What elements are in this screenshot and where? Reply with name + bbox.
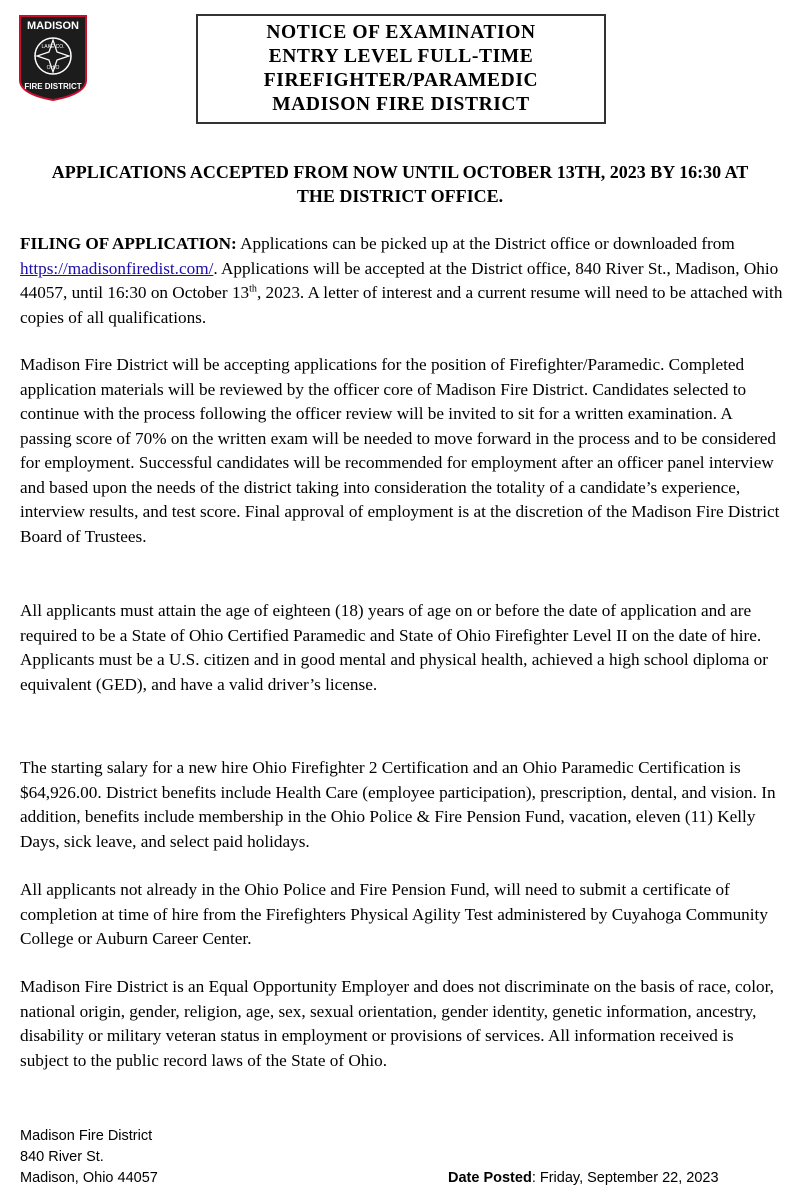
logo-shield-text-1: LAKE CO. [41,44,65,50]
applications-deadline-heading [20,160,780,208]
logo-top-text: MADISON [27,20,79,32]
announcement-line-2: THE DISTRICT OFFICE. [296,186,504,206]
address-line-3: Madison, Ohio 44057 [20,1170,158,1186]
logo-shield-text-2: OHIO [46,65,60,71]
equal-opportunity-paragraph: Madison Fire District is an Equal Opportunity Employer and does not discriminate on the basis of race, color, national origin, gender, religion, age, sex, sexual orientation, gender identity, genetic information, ancestry, disability or military veteran status in employment or provisions of services. All information received is subject to the public record laws of the State of Ohio. [20,977,774,1070]
notice-title-box [196,14,606,124]
logo-badge-icon [18,14,88,102]
address-line-2: 840 River St. [20,1149,104,1165]
requirements-paragraph: All applicants must attain the age of eighteen (18) years of age on or before the date of application and are required to be a State of Ohio Certified Paramedic and State of Ohio Firefighter Level II on the date of hire. Applicants must be a U.S. citizen and in good mental and physical health, achieved a high school diploma or equivalent (GED), and have a valid driver’s license. [20,601,768,694]
website-link[interactable]: https://madisonfiredist.com/ [20,258,214,278]
fire-district-logo [18,14,88,102]
filing-paragraph [20,232,785,330]
title-line-3: FIREFIGHTER/PARAMEDIC [263,70,539,91]
salary-paragraph: The starting salary for a new hire Ohio Firefighter 2 Certification and an Ohio Paramedic Certification is $64,926.00. District benefits include Health Care (employee participation), prescription, dental, and vision. In addition, benefits include membership in the Ohio Police & Fire Pension Fund, vacation, eleven (11) Kelly Days, sick leave, and select paid holidays. [20,758,776,851]
address-line-1: Madison Fire District [20,1128,153,1144]
filing-text-a: Applications can be picked up at the District office or downloaded from [236,234,735,253]
date-posted-value: : Friday, September 22, 2023 [531,1170,719,1186]
date-posted [448,1168,719,1189]
process-paragraph: Madison Fire District will be accepting applications for the position of Firefighter/Paramedic. Completed application materials will be reviewed by the officer core of Madison Fire District. Candidates selected to continue with the process following the officer review will be invited to sit for a written examination. A passing score of 70% on the written exam will be needed to move forward in the process and to be considered for employment. Successful candidates will be recommended for employment after an officer panel interview and based upon the needs of the district taking into consideration the totality of a candidate’s experience, interview results, and test score. Final approval of employment is at the discretion of the Madison Fire District Board of Trustees. [20,355,780,546]
filing-label: FILING OF APPLICATION: [20,234,237,253]
district-address [20,1126,158,1189]
title-line-4: MADISON FIRE DISTRICT [272,94,530,115]
filing-ordinal-suffix: th [249,283,257,295]
title-line-1: NOTICE OF EXAMINATION [266,22,536,43]
logo-bottom-text: FIRE DISTRICT [24,82,82,91]
title-line-2: ENTRY LEVEL FULL-TIME [268,46,534,67]
announcement-line-1: APPLICATIONS ACCEPTED FROM NOW UNTIL OCTOBER 13TH, 2023 BY 16:30 AT [51,162,749,182]
filing-text-c: , 2023. A letter of interest and a current resume will need to be attached with copies of all qualifications. [20,283,783,327]
agility-test-paragraph: All applicants not already in the Ohio Police and Fire Pension Fund, will need to submit a certificate of completion at time of hire from the Firefighters Physical Agility Test administered by Cuyahoga Community College or Auburn Career Center. [20,880,768,948]
filing-text-b: . Applications will be accepted at the District office, 840 River St., Madison, Ohio 44057, until 16:30 on October 13 [20,258,779,302]
date-posted-label: Date Posted [448,1170,532,1186]
